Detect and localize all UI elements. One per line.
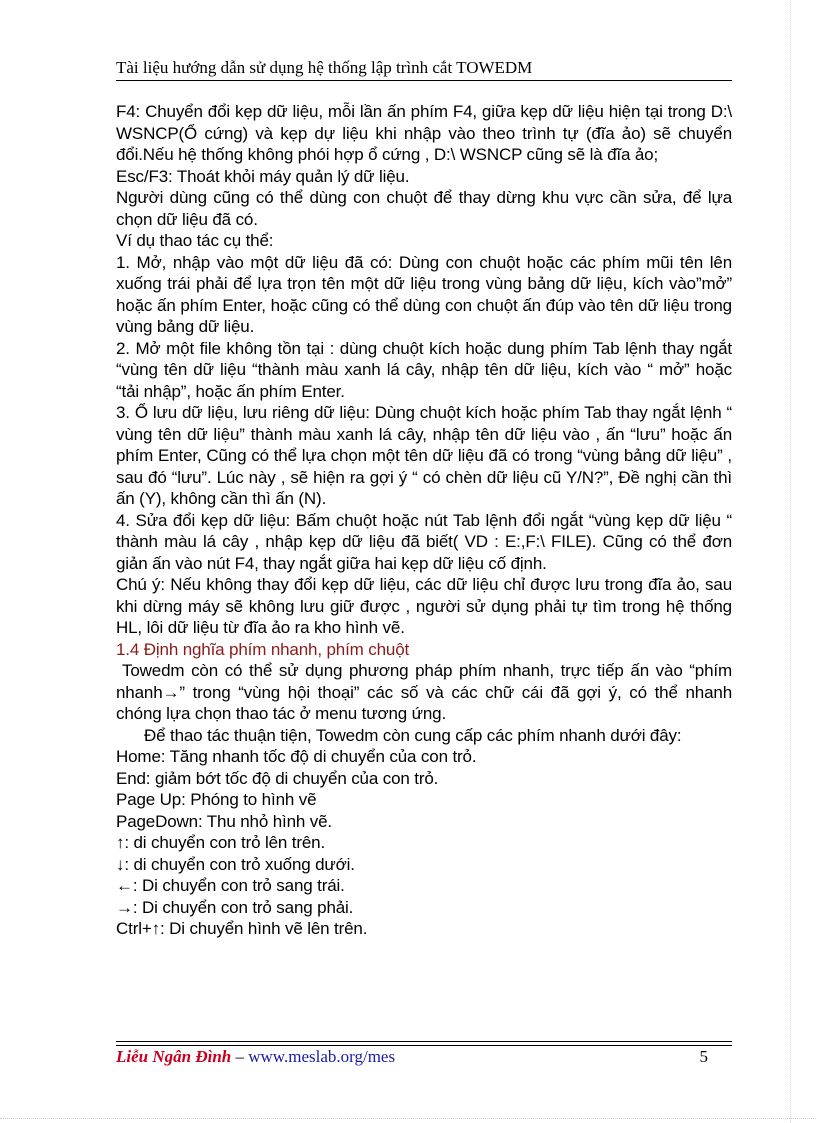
paragraph: Ctrl+↑: Di chuyển hình vẽ lên trên. xyxy=(116,919,368,938)
paragraph: Người dùng cũng có thể dùng con chuột để thay dừng khu vực cần sửa, để lựa chọn dữ liệu đã có. xyxy=(116,188,732,229)
paragraph: End: giảm bớt tốc độ di chuyển của con trỏ. xyxy=(116,768,439,788)
paragraph: ←: Di chuyển con trỏ sang trái. xyxy=(116,876,345,895)
footer-url-link[interactable]: www.meslab.org/mes xyxy=(248,1047,396,1066)
page-number: 5 xyxy=(699,1047,708,1066)
page-margin-guide xyxy=(790,0,791,1123)
paragraph: Towedm còn có thể sử dụng phương pháp phím nhanh, trực tiếp ấn vào “phím nhanh→” trong “vùng hội thoại” các số và các chữ cái đã gợi ý, có thể nhanh chóng lựa chọn thao tác ở menu tương ứng. xyxy=(116,661,732,723)
page-edge-guide xyxy=(0,1118,816,1119)
footer-rule-top xyxy=(116,1041,732,1042)
header-rule xyxy=(116,80,732,81)
paragraph: 1. Mở, nhập vào một dữ liệu đã có: Dùng con chuột hoặc các phím mũi tên lên xuống trái phải để lựa trọn tên một dữ liệu trong vùng bảng dữ liệu, kích vào”mở” hoặc ấn phím Enter, hoặc cũng có thể dùng con chuột ấn đúp vào tên dữ liệu trong vùng bảng dữ liệu. xyxy=(116,252,732,336)
paragraph: Home: Tăng nhanh tốc độ di chuyển của con trỏ. xyxy=(116,747,477,766)
footer-author: Liễu Ngân Đình xyxy=(116,1047,232,1066)
paragraph: Để thao tác thuận tiện, Towedm còn cung cấp các phím nhanh dưới đây: xyxy=(144,725,682,745)
paragraph: ↓: di chuyển con trỏ xuống dưới. xyxy=(116,854,355,874)
page-header: Tài liệu hướng dẫn sử dụng hệ thống lập trình cắt TOWEDM xyxy=(116,58,533,77)
paragraph: Esc/F3: Thoát khỏi máy quản lý dữ liệu. xyxy=(116,166,410,186)
paragraph: F4: Chuyển đổi kẹp dữ liệu, mỗi lần ấn phím F4, giữa kẹp dữ liệu hiện tại trong D:\ WSNCP(Ổ cứng) và kẹp dự liệu khi nhập vào theo trình tự (đĩa ảo) sẽ chuyển đổi.Nếu hệ thống không phói hợp ổ cứng , D:\ WSNCP cũng sẽ là đĩa ảo; xyxy=(116,102,732,164)
paragraph: 2. Mở một file không tồn tại : dùng chuột kích hoặc dung phím Tab lệnh thay ngắt “vùng tên dữ liệu “thành màu xanh lá cây, nhập tên dữ liệu, kích vào “ mở” hoặc “tải nhập”, hoặc ấn phím Enter. xyxy=(116,338,732,401)
paragraph: Ví dụ thao tác cụ thể: xyxy=(116,231,274,250)
paragraph: 4. Sửa đổi kẹp dữ liệu: Bấm chuột hoặc nút Tab lệnh đổi ngắt “vùng kẹp dữ liệu “ thành màu lá cây , nhập kẹp dữ liệu đã biết( VD : E:,F:\ FILE). Cũng có thể đơn giản ấn vào nút F4, thay ngắt giữa hai kẹp dữ liệu cố định. xyxy=(116,510,732,573)
paragraph: 3. Ổ lưu dữ liệu, lưu riêng dữ liệu: Dùng chuột kích hoặc phím Tab thay ngắt lệnh “ vùng tên dữ liệu” thành màu xanh lá cây, nhập tên dữ liệu vào , ấn “lưu” hoặc ấn phím Enter, Cũng có thể lựa chọn một tên dữ liệu đã có trong “vùng bảng dữ liệu” , sau đó “lưu”. Lúc này , sẽ hiện ra gợi ý “ có chèn dữ liệu cũ Y/N?”, Đề nghị cần thì ấn (Y), không cần thì ấn (N). xyxy=(116,403,732,508)
paragraph: →: Di chuyển con trỏ sang phải. xyxy=(116,897,354,917)
section-heading: 1.4 Định nghĩa phím nhanh, phím chuột xyxy=(116,639,410,659)
paragraph: ↑: di chuyển con trỏ lên trên. xyxy=(116,833,326,852)
paragraph: Page Up: Phóng to hình vẽ xyxy=(116,790,317,809)
page-footer xyxy=(116,1046,732,1068)
paragraph: Chú ý: Nếu không thay đổi kẹp dữ liệu, các dữ liệu chỉ được lưu trong đĩa ảo, sau khi dừng máy sẽ không lưu giữ được , người sử dụng phải tự tìm trong hệ thống HL, lôi dữ liệu từ đĩa ảo ra kho hình vẽ. xyxy=(116,575,732,637)
paragraph: PageDown: Thu nhỏ hình vẽ. xyxy=(116,811,332,831)
footer-separator: – xyxy=(231,1047,249,1066)
document-body xyxy=(116,101,732,940)
